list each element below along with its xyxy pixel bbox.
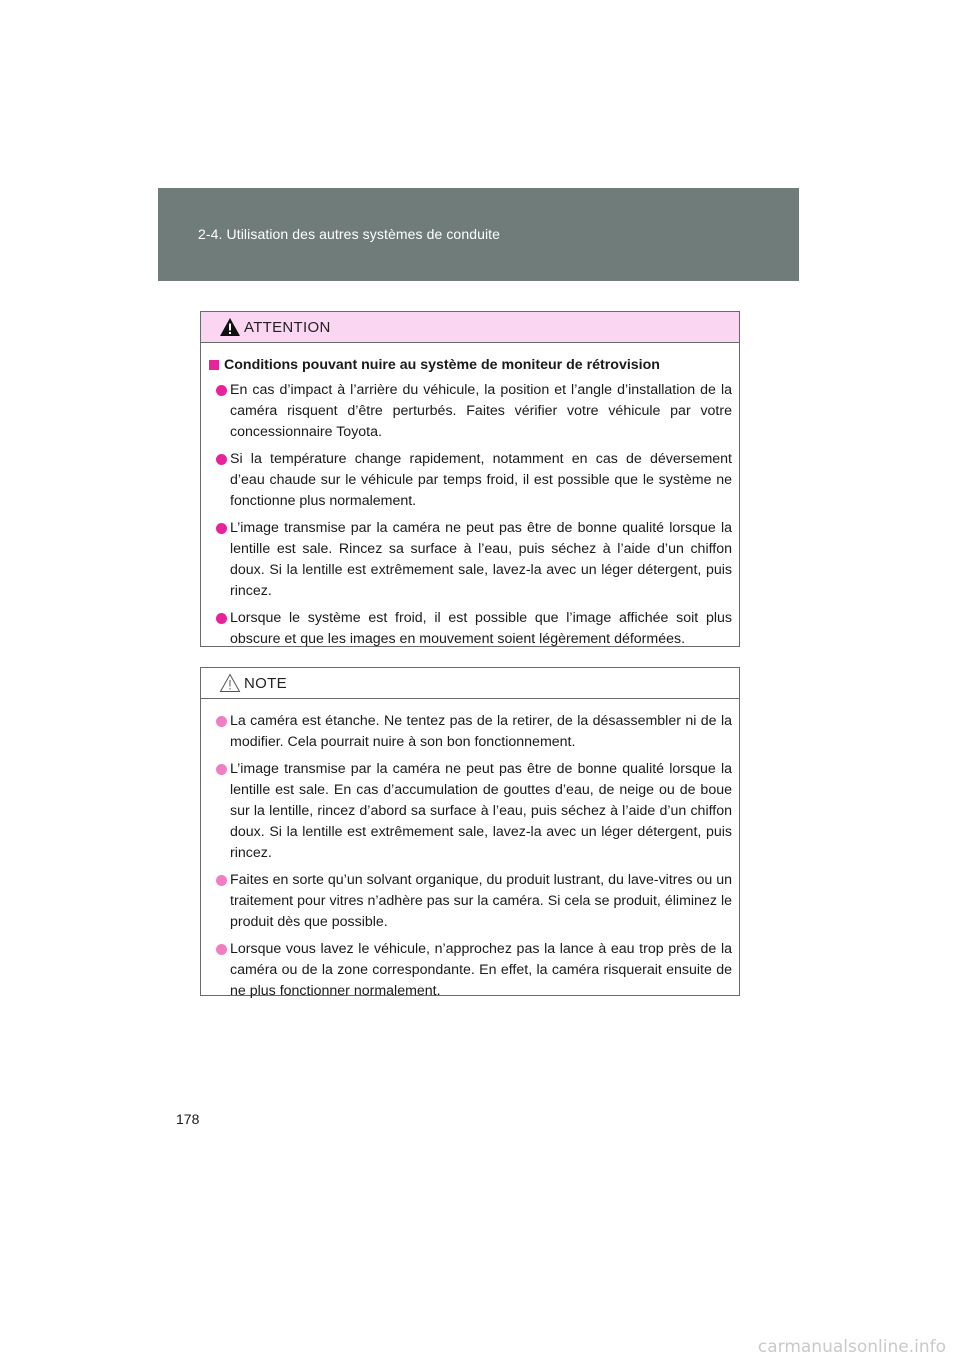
list-item-text: La caméra est étanche. Ne tentez pas de la retirer, de la désassembler ni de la modifier. Cela pourrait nuire à son bon fonctionnement.	[230, 713, 732, 750]
list-item-text: Lorsque vous lavez le véhicule, n’approchez pas la lance à eau trop près de la caméra ou de la zone correspondante. En effet, la caméra risquerait ensuite de ne plus fonctionner normalement.	[230, 941, 732, 999]
attention-subheading-text: Conditions pouvant nuire au système de moniteur de rétrovision	[224, 357, 660, 373]
square-bullet-icon	[209, 360, 219, 370]
list-item-text: L’image transmise par la caméra ne peut pas être de bonne qualité lorsque la lentille est sale. Rincez sa surface à l’eau, puis séchez à l’aide d’un chiffon doux. Si la lentille est extrêmement sale, lavez-la avec un léger détergent, puis rincez.	[230, 520, 732, 599]
list-item	[209, 711, 732, 753]
warning-icon	[219, 317, 241, 337]
attention-subheading	[209, 355, 732, 375]
list-item-text: Lorsque le système est froid, il est possible que l’image affichée soit plus obscure et que les images en mouvement soient légèrement déformées.	[230, 610, 732, 647]
attention-label: ATTENTION	[244, 319, 331, 336]
bullet-icon	[216, 454, 227, 465]
attention-header	[201, 312, 739, 343]
bullet-icon	[216, 944, 227, 955]
list-item	[209, 449, 732, 512]
bullet-icon	[216, 716, 227, 727]
list-item	[209, 608, 732, 650]
list-item	[209, 759, 732, 864]
bullet-icon	[216, 875, 227, 886]
bullet-icon	[216, 764, 227, 775]
attention-box	[200, 311, 740, 647]
list-item-text: Faites en sorte qu’un solvant organique, du produit lustrant, du lave-vitres ou un traitement pour vitres n’adhère pas sur la caméra. Si cela se produit, éliminez le produit dès que possible.	[230, 872, 732, 930]
bullet-icon	[216, 385, 227, 396]
bullet-icon	[216, 613, 227, 624]
section-header-bar	[158, 188, 799, 281]
list-item-text: Si la température change rapidement, notamment en cas de déversement d’eau chaude sur le véhicule par temps froid, il est possible que le système ne fonctionne plus normalement.	[230, 451, 732, 509]
note-header	[201, 668, 739, 699]
list-item	[209, 870, 732, 933]
watermark: carmanualsonline.info	[757, 1337, 946, 1357]
list-item	[209, 939, 732, 1002]
list-item-text: L’image transmise par la caméra ne peut pas être de bonne qualité lorsque la lentille est sale. En cas d’accumulation de gouttes d’eau, de neige ou de boue sur la lentille, rincez d’abord sa surface à l’eau, puis séchez à l’aide d’un chiffon doux. Si la lentille est extrêmement sale, lavez-la avec un léger détergent, puis rincez.	[230, 761, 732, 861]
note-box	[200, 667, 740, 999]
bullet-icon	[216, 523, 227, 534]
caution-outline-icon	[219, 673, 241, 693]
list-item	[209, 518, 732, 602]
page-number: 178	[176, 1111, 200, 1127]
list-item-text: En cas d’impact à l’arrière du véhicule, la position et l’angle d’installation de la caméra risquent d’être perturbés. Faites vérifier votre véhicule par votre concessionnaire Toyota.	[230, 382, 732, 440]
note-label: NOTE	[244, 675, 287, 692]
list-item	[209, 380, 732, 443]
section-title: 2-4. Utilisation des autres systèmes de conduite	[198, 226, 501, 242]
